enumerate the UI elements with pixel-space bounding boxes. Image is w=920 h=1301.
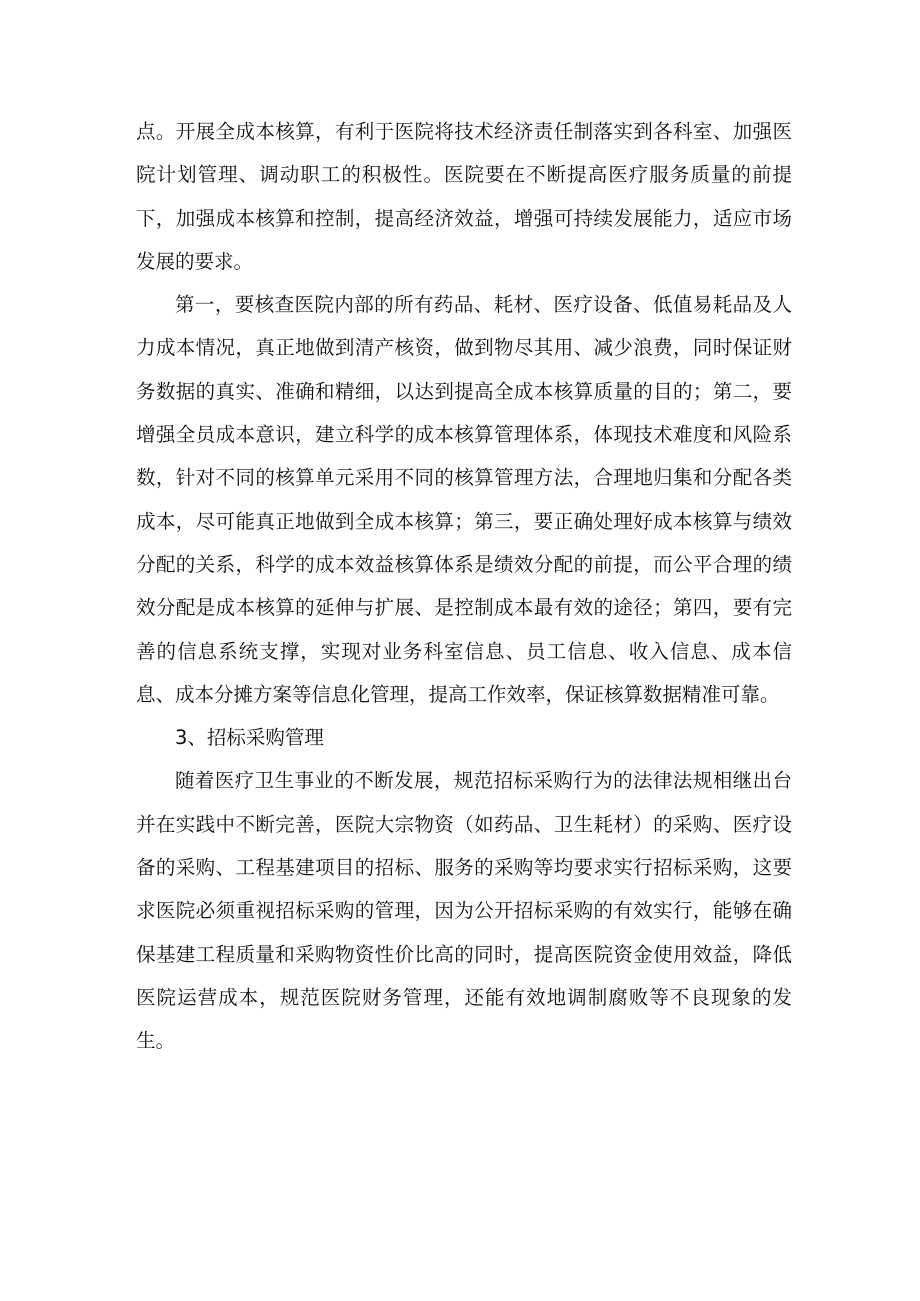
paragraph-cost-accounting-intro: 点。开展全成本核算，有利于医院将技术经济责任制落实到各科室、加强医院计划管理、调动职工的积极性。医院要在不断提高医疗服务质量的前提下，加强成本核算和控制，提高经济效益，增强可持续发展能力，适应市场发展的要求。 [136,120,792,273]
section-heading-procurement: 3、招标采购管理 [175,726,324,750]
document-page [136,110,792,1063]
paragraph-procurement: 随着医疗卫生事业的不断发展，规范招标采购行为的法律法规相继出台并在实践中不断完善，医院大宗物资（如药品、卫生耗材）的采购、医疗设备的采购、工程基建项目的招标、服务的采购等均要求实行招标采购，这要求医院必须重视招标采购的管理，因为公开招标采购的有效实行，能够在确保基建工程质量和采购物资性价比高的同时，提高医院资金使用效益，降低医院运营成本，规范医院财务管理，还能有效地调制腐败等不良现象的发生。 [136,769,792,1053]
paragraph-cost-accounting-measures: 第一，要核查医院内部的所有药品、耗材、医疗设备、低值易耗品及人力成本情况，真正地做到清产核资，做到物尽其用、减少浪费，同时保证财务数据的真实、准确和精细，以达到提高全成本核算质量的目的；第二，要增强全员成本意识，建立科学的成本核算管理体系，体现技术难度和风险系数，针对不同的核算单元采用不同的核算管理方法，合理地归集和分配各类成本，尽可能真正地做到全成本核算；第三，要正确处理好成本核算与绩效分配的关系，科学的成本效益核算体系是绩效分配的前提，而公平合理的绩效分配是成本核算的延伸与扩展、是控制成本最有效的途径；第四，要有完善的信息系统支撑，实现对业务科室信息、员工信息、收入信息、成本信息、成本分摊方案等信息化管理，提高工作效率，保证核算数据精准可靠。 [136,293,792,706]
